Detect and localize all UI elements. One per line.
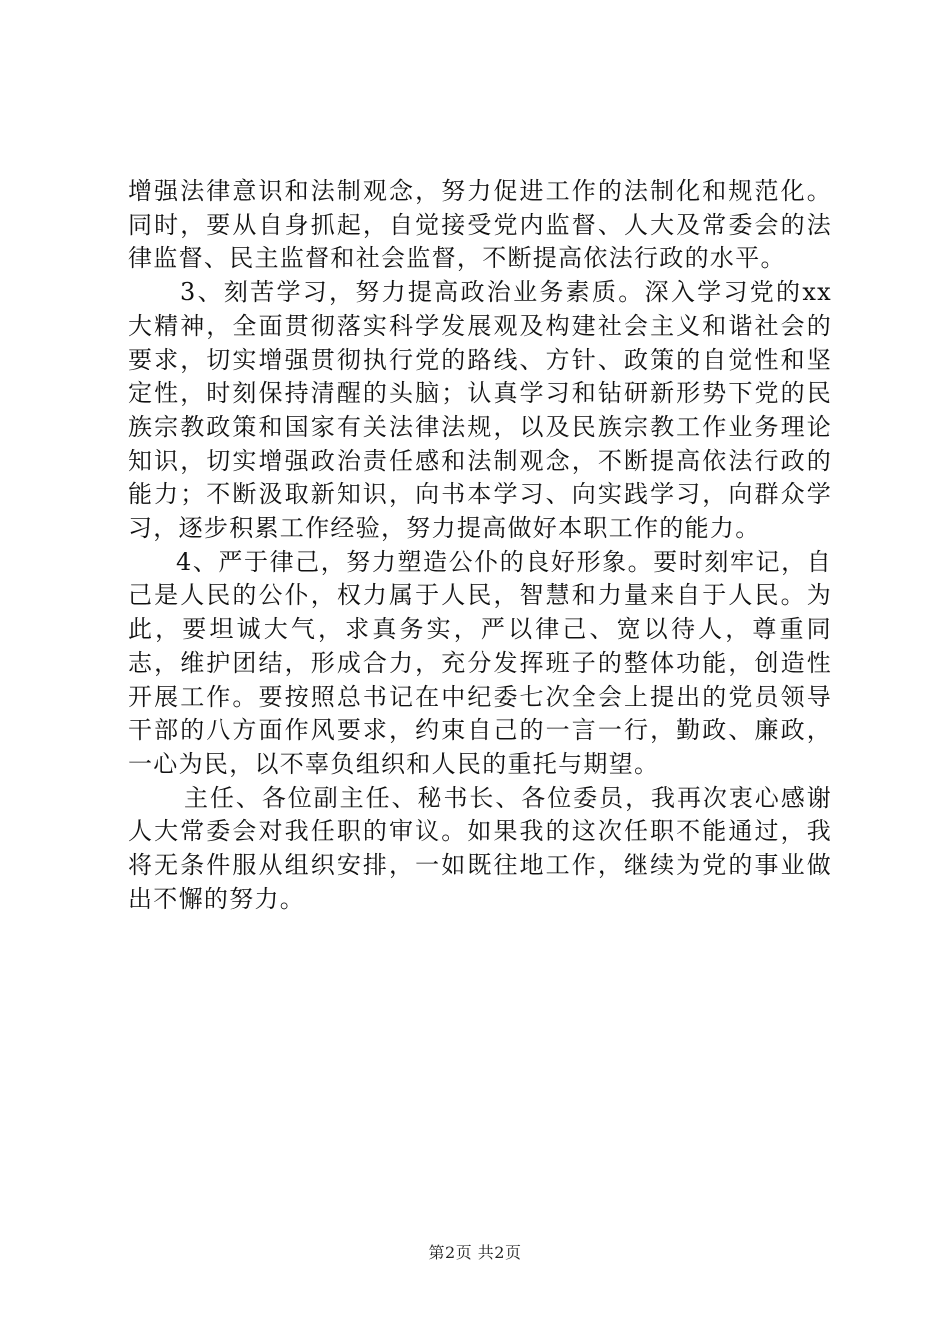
document-body: [128, 175, 832, 916]
paragraph-continuation: 增强法律意识和法制观念，努力促进工作的法制化和规范化。同时，要从自身抓起，自觉接受党内监督、人大及常委会的法律监督、民主监督和社会监督，不断提高依法行政的水平。: [128, 177, 832, 273]
page-footer: 第2页 共2页: [428, 1243, 522, 1262]
paragraph-study: 3、刻苦学习，努力提高政治业务素质。深入学习党的xx大精神，全面贯彻落实科学发展观及构建社会主义和谐社会的要求，切实增强贯彻执行党的路线、方针、政策的自觉性和坚定性，时刻保持清醒的头脑；认真学习和钻研新形势下党的民族宗教政策和国家有关法律法规，以及民族宗教工作业务理论知识，切实增强政治责任感和法制观念，不断提高依法行政的能力；不断汲取新知识，向书本学习、向实践学习，向群众学习，逐步积累工作经验，努力提高做好本职工作的能力。: [128, 278, 832, 543]
paragraph-self-discipline: 4、严于律己，努力塑造公仆的良好形象。要时刻牢记，自己是人民的公仆，权力属于人民，智慧和力量来自于人民。为此，要坦诚大气，求真务实，严以律己、宽以待人，尊重同志，维护团结，形成合力，充分发挥班子的整体功能，创造性开展工作。要按照总书记在中纪委七次全会上提出的党员领导干部的八方面作风要求，约束自己的一言一行，勤政、廉政，一心为民，以不辜负组织和人民的重托与期望。: [128, 547, 832, 778]
paragraph-closing: 主任、各位副主任、秘书长、各位委员，我再次衷心感谢人大常委会对我任职的审议。如果我的这次任职不能通过，我将无条件服从组织安排，一如既往地工作，继续为党的事业做出不懈的努力。: [128, 783, 832, 913]
